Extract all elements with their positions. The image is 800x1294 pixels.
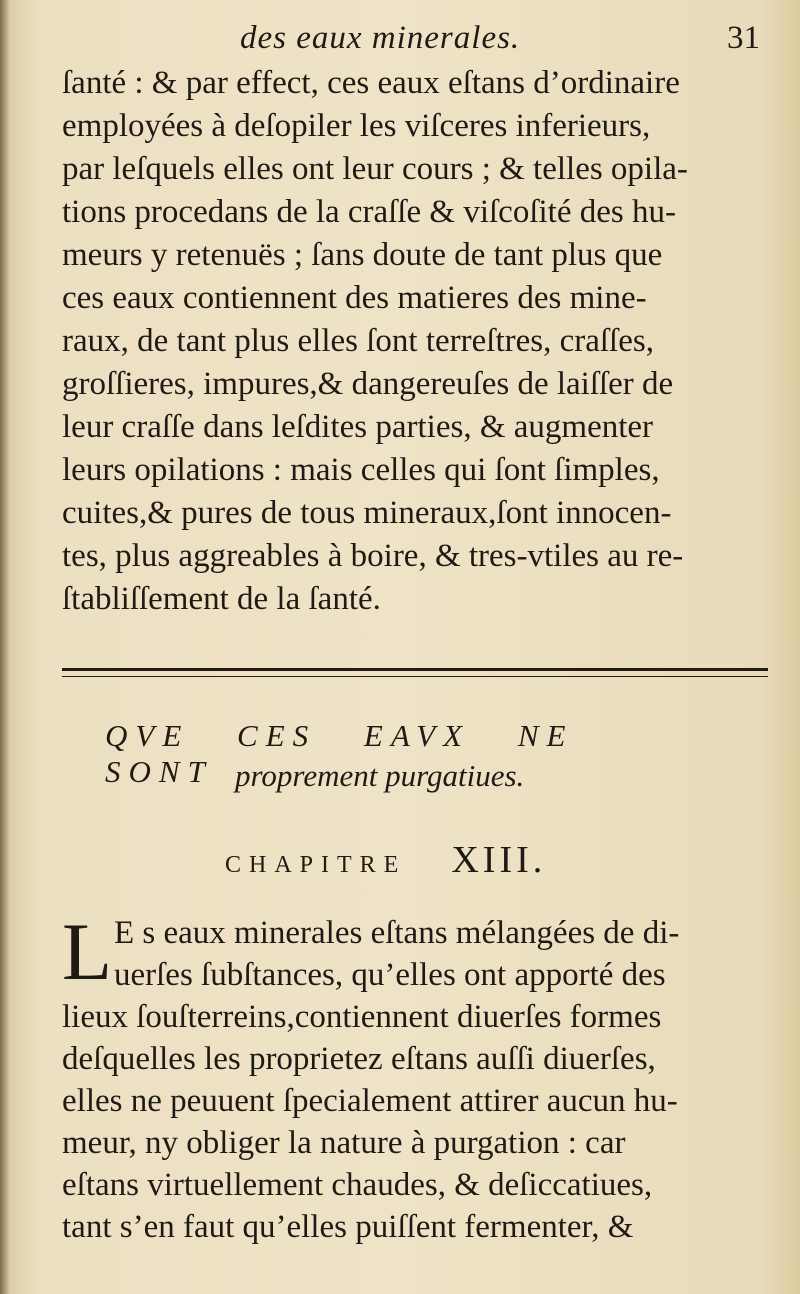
text-line: tions procedans de la craſſe & viſcoſité des hu- [62, 194, 676, 230]
text-line: meur, ny obliger la nature à purgation : car [62, 1125, 626, 1161]
running-title: des eaux minerales. [240, 20, 521, 56]
heading-word: EAVX [363, 718, 471, 753]
heading-word: NE [517, 718, 574, 753]
chapter-number: XIII. [451, 839, 547, 881]
section-subtitle: proprement purgatiues. [235, 758, 525, 793]
paragraph-previous-chapter [62, 62, 772, 621]
text-line: ces eaux contiennent des matieres des mine- [62, 280, 647, 316]
heading-word: SONT [105, 754, 213, 789]
text-line: E s eaux minerales eſtans mélangées de di- [114, 915, 680, 951]
text-line: employées à deſopiler les viſceres inferieurs, [62, 108, 651, 144]
section-divider-rule [62, 668, 768, 677]
text-line: lieux ſouſterreins,contiennent diuerſes formes [62, 999, 662, 1035]
text-line: tes, plus aggreables à boire, & tres-vtiles au re- [62, 538, 684, 574]
page-number: 31 [727, 20, 760, 56]
text-line: groſſieres, impures,& dangereuſes de laiſſer de [62, 366, 674, 402]
text-line: elles ne peuuent ſpecialement attirer aucun hu- [62, 1083, 678, 1119]
text-line: meurs y retenuës ; ſans doute de tant plus que [62, 237, 663, 273]
heading-word: QVE [105, 718, 190, 753]
chapter-heading [225, 838, 546, 882]
chapter-label: CHAPITRE [225, 852, 407, 878]
chapter-body [62, 906, 772, 1248]
text-line: tant s’en faut qu’elles puiſſent fermenter, & [62, 1209, 634, 1245]
text-line: ſtabliſſement de la ſanté. [62, 581, 381, 617]
running-head [60, 20, 770, 60]
drop-cap: L [62, 906, 113, 997]
text-line: uerſes ſubſtances, qu’elles ont apporté des [114, 957, 666, 993]
text-line: leurs opilations : mais celles qui ſont ſimples, [62, 452, 660, 488]
text-line: leur craſſe dans leſdites parties, & augmenter [62, 409, 654, 445]
text-line: ſanté : & par effect, ces eaux eſtans d’ordinaire [62, 65, 680, 101]
text-line: raux, de tant plus elles ſont terreſtres, craſſes, [62, 323, 654, 359]
text-line: eſtans virtuellement chaudes, & deſiccatiues, [62, 1167, 653, 1203]
text-line: cuites,& pures de tous mineraux,ſont innocen- [62, 495, 672, 531]
heading-word: CES [237, 718, 317, 753]
text-line: par leſquels elles ont leur cours ; & telles opila- [62, 151, 688, 187]
text-line: deſquelles les proprietez eſtans auſſi diuerſes, [62, 1041, 656, 1077]
gutter-shadow [0, 0, 10, 1294]
